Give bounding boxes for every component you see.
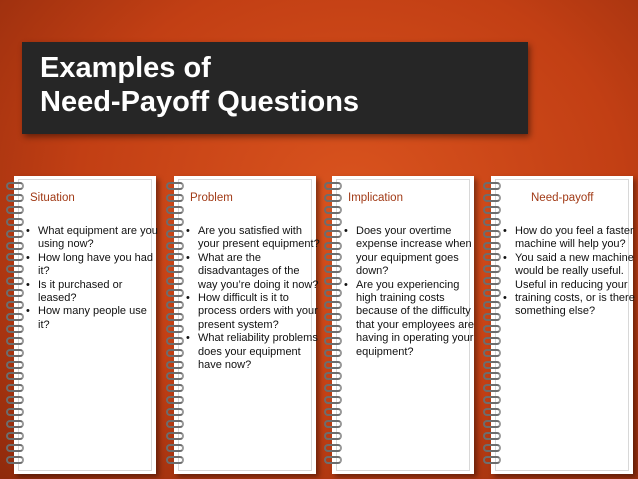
binding-ring-icon — [324, 396, 342, 404]
binding-ring-icon — [166, 206, 184, 214]
binding-ring-icon — [6, 337, 24, 345]
binding-ring-icon — [166, 396, 184, 404]
bullet-list — [24, 225, 160, 332]
binding-ring-icon — [483, 349, 501, 357]
binding-ring-icon — [166, 277, 184, 285]
binding-ring-icon — [483, 218, 501, 226]
binding-ring-icon — [6, 396, 24, 404]
binding-ring-icon — [166, 313, 184, 321]
binding-ring-icon — [6, 444, 24, 452]
binding-ring-icon — [6, 230, 24, 238]
binding-ring-icon — [324, 420, 342, 428]
notebook-card-problem — [168, 176, 322, 474]
binding-ring-icon — [6, 456, 24, 464]
spiral-binding-icon — [324, 182, 344, 468]
binding-ring-icon — [166, 349, 184, 357]
binding-ring-icon — [166, 194, 184, 202]
binding-ring-icon — [166, 218, 184, 226]
bullet-list — [342, 225, 478, 359]
card-heading: Implication — [348, 192, 403, 204]
binding-ring-icon — [6, 253, 24, 261]
list-item: • What are the disadvantages of the way you’re doing it now? — [184, 252, 320, 292]
binding-ring-icon — [6, 289, 24, 297]
binding-ring-icon — [324, 408, 342, 416]
spiral-binding-icon — [6, 182, 26, 468]
binding-ring-icon — [6, 384, 24, 392]
binding-ring-icon — [6, 313, 24, 321]
list-item: • Are you satisfied with your present equipment? — [184, 225, 320, 252]
card-heading: Situation — [30, 192, 75, 204]
binding-ring-icon — [483, 337, 501, 345]
binding-ring-icon — [483, 361, 501, 369]
binding-ring-icon — [166, 325, 184, 333]
binding-ring-icon — [483, 265, 501, 273]
binding-ring-icon — [6, 206, 24, 214]
binding-ring-icon — [324, 361, 342, 369]
binding-ring-icon — [6, 242, 24, 250]
binding-ring-icon — [166, 230, 184, 238]
list-item: • Are you experiencing high training costs because of the difficulty that your employees are having in operating your equipment? — [342, 279, 478, 359]
title-banner — [22, 42, 528, 134]
binding-ring-icon — [166, 253, 184, 261]
binding-ring-icon — [324, 444, 342, 452]
binding-ring-icon — [6, 301, 24, 309]
binding-ring-icon — [324, 265, 342, 273]
list-item: • Does your overtime expense increase when your equipment goes down? — [342, 225, 478, 279]
binding-ring-icon — [324, 301, 342, 309]
binding-ring-icon — [324, 313, 342, 321]
binding-ring-icon — [324, 277, 342, 285]
binding-ring-icon — [483, 372, 501, 380]
list-item: • What reliability problems does your equipment have now? — [184, 332, 320, 372]
binding-ring-icon — [483, 206, 501, 214]
binding-ring-icon — [166, 182, 184, 190]
binding-ring-icon — [6, 408, 24, 416]
binding-ring-icon — [324, 218, 342, 226]
list-item: • training costs, or is there something else? — [501, 292, 637, 319]
binding-ring-icon — [6, 432, 24, 440]
binding-ring-icon — [6, 194, 24, 202]
binding-ring-icon — [6, 420, 24, 428]
slide-title-line-2: Need-Payoff Questions — [40, 86, 360, 118]
binding-ring-icon — [166, 242, 184, 250]
binding-ring-icon — [324, 372, 342, 380]
binding-ring-icon — [166, 384, 184, 392]
binding-ring-icon — [324, 456, 342, 464]
binding-ring-icon — [324, 182, 342, 190]
notebook-card-implication — [326, 176, 480, 474]
binding-ring-icon — [483, 277, 501, 285]
bullet-list — [501, 225, 637, 319]
binding-ring-icon — [6, 182, 24, 190]
binding-ring-icon — [166, 265, 184, 273]
binding-ring-icon — [483, 194, 501, 202]
binding-ring-icon — [483, 242, 501, 250]
list-item: • Is it purchased or leased? — [24, 279, 160, 306]
binding-ring-icon — [166, 456, 184, 464]
binding-ring-icon — [324, 337, 342, 345]
binding-ring-icon — [166, 372, 184, 380]
spiral-binding-icon — [483, 182, 503, 468]
spiral-binding-icon — [166, 182, 186, 468]
binding-ring-icon — [324, 384, 342, 392]
binding-ring-icon — [483, 384, 501, 392]
binding-ring-icon — [324, 206, 342, 214]
notebook-card-situation — [8, 176, 162, 474]
binding-ring-icon — [6, 277, 24, 285]
binding-ring-icon — [324, 349, 342, 357]
binding-ring-icon — [483, 289, 501, 297]
list-item: • How do you feel a faster machine will help you? — [501, 225, 637, 252]
binding-ring-icon — [324, 230, 342, 238]
binding-ring-icon — [483, 182, 501, 190]
binding-ring-icon — [483, 253, 501, 261]
list-item: • What equipment are you using now? — [24, 225, 160, 252]
binding-ring-icon — [6, 361, 24, 369]
binding-ring-icon — [483, 420, 501, 428]
binding-ring-icon — [6, 349, 24, 357]
list-item: • How long have you had it? — [24, 252, 160, 279]
binding-ring-icon — [166, 289, 184, 297]
binding-ring-icon — [483, 313, 501, 321]
card-paper — [491, 176, 633, 474]
binding-ring-icon — [6, 325, 24, 333]
binding-ring-icon — [166, 337, 184, 345]
binding-ring-icon — [324, 242, 342, 250]
card-heading: Need-payoff — [531, 192, 594, 204]
binding-ring-icon — [6, 218, 24, 226]
binding-ring-icon — [483, 432, 501, 440]
binding-ring-icon — [324, 289, 342, 297]
binding-ring-icon — [483, 444, 501, 452]
binding-ring-icon — [483, 325, 501, 333]
list-item: • You said a new machine would be really useful. Useful in reducing your — [501, 252, 637, 292]
binding-ring-icon — [166, 432, 184, 440]
binding-ring-icon — [166, 408, 184, 416]
binding-ring-icon — [166, 420, 184, 428]
binding-ring-icon — [6, 265, 24, 273]
binding-ring-icon — [483, 408, 501, 416]
binding-ring-icon — [483, 230, 501, 238]
binding-ring-icon — [324, 253, 342, 261]
binding-ring-icon — [483, 301, 501, 309]
bullet-list — [184, 225, 320, 372]
binding-ring-icon — [324, 432, 342, 440]
binding-ring-icon — [166, 301, 184, 309]
binding-ring-icon — [6, 372, 24, 380]
binding-ring-icon — [166, 361, 184, 369]
list-item: • How difficult is it to process orders with your present system? — [184, 292, 320, 332]
binding-ring-icon — [483, 396, 501, 404]
binding-ring-icon — [166, 444, 184, 452]
binding-ring-icon — [483, 456, 501, 464]
card-heading: Problem — [190, 192, 233, 204]
slide-title-line-1: Examples of — [40, 52, 211, 84]
notebook-card-need-payoff — [485, 176, 638, 474]
list-item: • How many people use it? — [24, 305, 160, 332]
binding-ring-icon — [324, 325, 342, 333]
binding-ring-icon — [324, 194, 342, 202]
